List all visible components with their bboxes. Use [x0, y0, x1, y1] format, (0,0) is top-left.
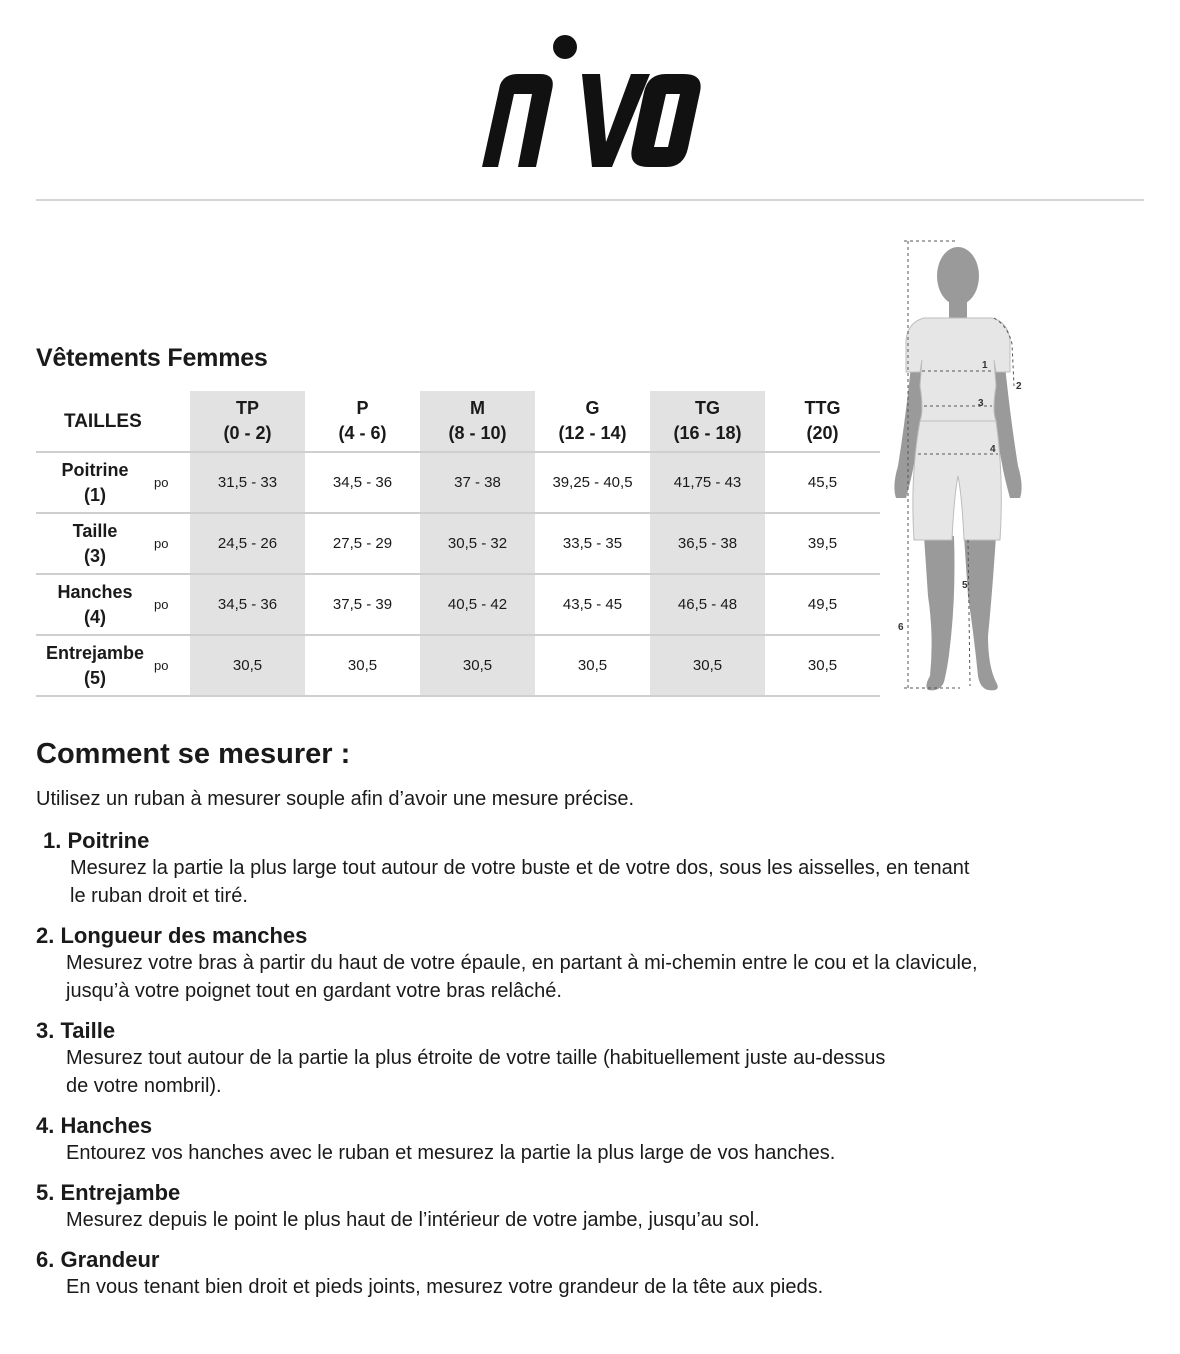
marker-1: 1	[982, 360, 988, 371]
table-cell: 46,5 - 48	[650, 574, 765, 635]
table-cell: 30,5	[190, 635, 305, 696]
table-cell: 37,5 - 39	[305, 574, 420, 635]
table-cell: 39,5	[765, 513, 880, 574]
unit-label: po	[154, 574, 190, 635]
table-cell: 30,5	[535, 635, 650, 696]
unit-label: po	[154, 635, 190, 696]
row-label: Taille (3)	[36, 513, 154, 574]
table-cell: 33,5 - 35	[535, 513, 650, 574]
step-title: 2. Longueur des manches	[36, 923, 308, 948]
step-title: 1. Poitrine	[43, 828, 150, 853]
size-header-tg: TG (16 - 18)	[650, 391, 765, 452]
table-row	[36, 452, 880, 513]
header-divider	[36, 199, 1144, 201]
table-cell: 45,5	[765, 452, 880, 513]
marker-2: 2	[1016, 381, 1022, 392]
step-hanches	[36, 1113, 1136, 1167]
table-cell: 37 - 38	[420, 452, 535, 513]
marker-3: 3	[978, 398, 984, 409]
step-text: Mesurez la partie la plus large tout autour de votre buste et de votre dos, sous les aisselles, en tenant le ruban droit et tiré.	[70, 857, 970, 907]
step-title: 3. Taille	[36, 1018, 116, 1043]
step-entrejambe	[36, 1180, 1136, 1234]
step-title: 4. Hanches	[36, 1113, 153, 1138]
table-cell: 49,5	[765, 574, 880, 635]
row-label: Hanches (4)	[36, 574, 154, 635]
table-cell: 31,5 - 33	[190, 452, 305, 513]
table-cell: 30,5	[305, 635, 420, 696]
step-text: Entourez vos hanches avec le ruban et mesurez la partie la plus large de vos hanches.	[66, 1142, 836, 1164]
step-text: En vous tenant bien droit et pieds joints, mesurez votre grandeur de la tête aux pieds.	[66, 1276, 824, 1298]
table-cell: 34,5 - 36	[305, 452, 420, 513]
table-cell: 30,5	[765, 635, 880, 696]
size-header-row	[36, 391, 880, 452]
step-title: 6. Grandeur	[36, 1247, 160, 1272]
step-text: Mesurez tout autour de la partie la plus étroite de votre taille (habituellement juste au-dessus de votre nombril).	[66, 1047, 886, 1097]
howto-title: Comment se mesurer :	[36, 738, 351, 770]
step-longueur-manches	[36, 923, 1136, 1005]
table-cell: 39,25 - 40,5	[535, 452, 650, 513]
table-cell: 34,5 - 36	[190, 574, 305, 635]
nivo-logo	[478, 30, 708, 175]
step-text: Mesurez depuis le point le plus haut de l’intérieur de votre jambe, jusqu’au sol.	[66, 1209, 760, 1231]
step-grandeur	[36, 1247, 1136, 1301]
tailles-label: TAILLES	[64, 410, 142, 432]
table-row	[36, 574, 880, 635]
table-cell: 36,5 - 38	[650, 513, 765, 574]
row-label: Poitrine (1)	[36, 452, 154, 513]
body-measurement-figure	[884, 236, 1044, 698]
step-poitrine	[36, 828, 1136, 910]
row-label: Entrejambe (5)	[36, 635, 154, 696]
table-cell: 30,5 - 32	[420, 513, 535, 574]
unit-label: po	[154, 452, 190, 513]
table-row	[36, 635, 880, 696]
unit-label: po	[154, 513, 190, 574]
step-taille	[36, 1018, 1136, 1100]
size-header-tp: TP (0 - 2)	[190, 391, 305, 452]
table-cell: 30,5	[650, 635, 765, 696]
table-cell: 40,5 - 42	[420, 574, 535, 635]
measurement-steps	[36, 828, 1136, 1314]
marker-4: 4	[990, 444, 996, 455]
table-cell: 43,5 - 45	[535, 574, 650, 635]
table-cell: 24,5 - 26	[190, 513, 305, 574]
table-cell: 41,75 - 43	[650, 452, 765, 513]
size-header-ttg: TTG (20)	[804, 398, 841, 443]
howto-intro: Utilisez un ruban à mesurer souple afin d’avoir une mesure précise.	[36, 788, 635, 810]
size-header-p: P (4 - 6)	[338, 398, 387, 443]
size-chart-table	[36, 391, 880, 697]
table-cell: 27,5 - 29	[305, 513, 420, 574]
marker-5: 5	[962, 580, 968, 591]
marker-6: 6	[898, 622, 904, 633]
table-cell: 30,5	[420, 635, 535, 696]
size-header-m: M (8 - 10)	[420, 391, 535, 452]
step-text: Mesurez votre bras à partir du haut de votre épaule, en partant à mi-chemin entre le cou et la clavicule, jusqu’à votre poignet tout en gardant votre bras relâché.	[66, 952, 978, 1002]
step-title: 5. Entrejambe	[36, 1180, 181, 1205]
size-header-g: G (12 - 14)	[558, 398, 627, 443]
table-row	[36, 513, 880, 574]
size-chart-title: Vêtements Femmes	[36, 344, 268, 372]
